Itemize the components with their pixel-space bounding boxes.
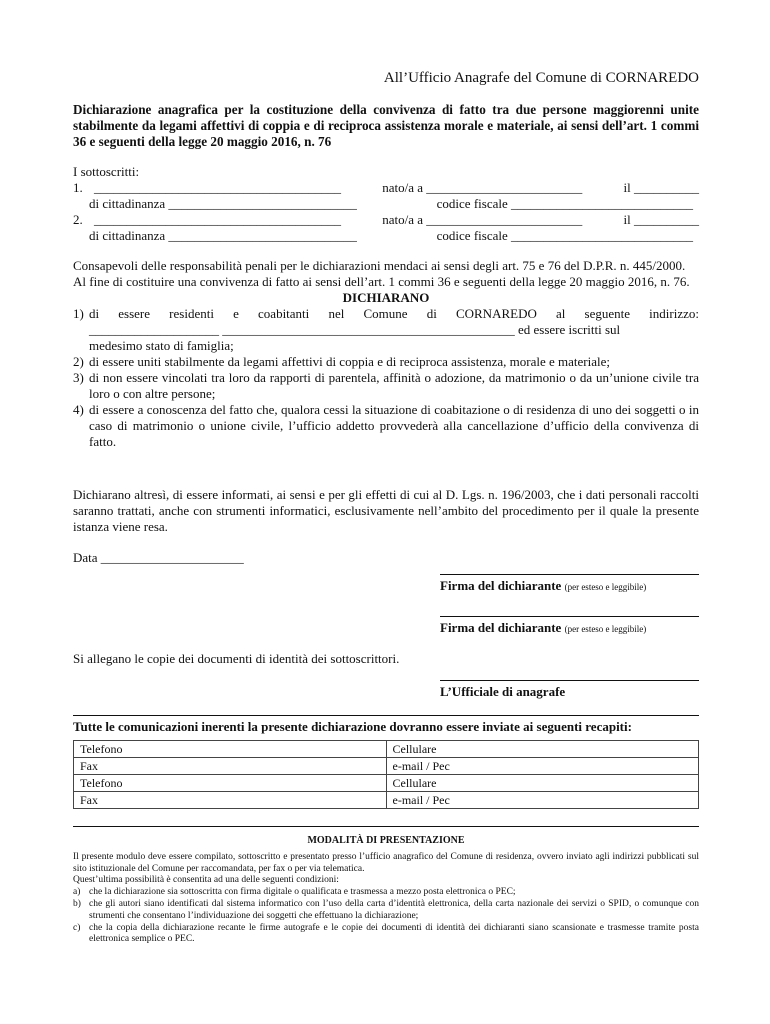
- signatories-label: I sottoscritti:: [73, 164, 140, 179]
- date-label: il: [623, 212, 631, 227]
- date-label: il: [623, 180, 631, 195]
- recipient-header: All’Ufficio Anagrafe del Comune di CORNAREDO: [383, 70, 699, 86]
- premise-section: [73, 258, 699, 450]
- email-cell[interactable]: e-mail / Pec: [386, 792, 699, 809]
- condition-text: che gli autori siano identificati dal sistema informatico con l’uso della carta d’identità elettronica, della carta nazionale dei servizi o SPID, o comunque con strumenti che consentano l’individuazione dei soggetti che effettuano la dichiarazione;: [89, 898, 699, 921]
- submission-intro: Il presente modulo deve essere compilato, sottoscritto e presentato presso l’ufficio anagrafico del Comune di residenza, ovvero inviato agli indirizzi pubblicati sul sito istituzionale del Comune per raccomandata, per fax o per via telematica.: [73, 851, 699, 874]
- table-row: [74, 775, 699, 792]
- officer-label: L’Ufficiale di anagrafe: [440, 684, 566, 699]
- officer-signature-block: [440, 680, 699, 700]
- birthdate-field[interactable]: __________: [634, 180, 699, 195]
- condition-text: che la copia della dichiarazione recante le firme autografe e le copie dei documenti di identità dei dichiaranti siano scansionate e trasmesse tramite posta elettronica semplice o PEC.: [89, 922, 699, 945]
- signature-block-1: [440, 574, 699, 594]
- phone-cell[interactable]: Telefono: [74, 775, 387, 792]
- signature-label: Firma del dichiarante: [440, 578, 562, 593]
- condition-item: [73, 899, 699, 923]
- item-number: 1): [73, 306, 84, 321]
- privacy-statement: Dichiarano altresì, di essere informati, ai sensi e per gli effetti di cui al D. Lgs. n. 196/2003, che i dati personali raccolti saranno trattati, anche con strumenti informatici, esclusivamente nell’ambito del procedimento per il quale la presente istanza viene resa.: [73, 487, 699, 534]
- date-line: [73, 550, 699, 566]
- item-text: di essere a conoscenza del fatto che, qualora cessi la situazione di coabitazione o di residenza di uno dei soggetti o in caso di matrimonio o unione civile, l’ufficio addetto provvederà alla cancellazione d’ufficio della convivenza di fatto.: [89, 402, 699, 449]
- table-row: [74, 758, 699, 775]
- email-cell[interactable]: e-mail / Pec: [386, 758, 699, 775]
- birthplace-field[interactable]: ________________________: [426, 212, 583, 227]
- person-name-field[interactable]: ______________________________________: [94, 180, 341, 195]
- person-number: 1.: [73, 180, 83, 195]
- condition-letter: a): [73, 887, 81, 898]
- submission-title: MODALITÀ DI PRESENTAZIONE: [307, 835, 465, 846]
- item-text: di essere residenti e coabitanti nel Comune di CORNAREDO al seguente indirizzo:: [89, 306, 699, 321]
- signature-block-2: [440, 616, 699, 636]
- phone-cell[interactable]: Telefono: [74, 741, 387, 758]
- person-2-line-2: [73, 228, 699, 244]
- citizenship-field[interactable]: _____________________________: [168, 196, 357, 211]
- declare-heading: DICHIARANO: [342, 290, 430, 305]
- citizenship-label: di cittadinanza: [89, 228, 166, 243]
- responsibility-statement: Consapevoli delle responsabilità penali per le dichiarazioni mendaci ai sensi degli art. 75 e 76 del D.P.R. n. 445/2000.: [73, 258, 686, 273]
- submission-section: [73, 835, 699, 946]
- citizenship-label: di cittadinanza: [89, 196, 166, 211]
- fax-cell[interactable]: Fax: [74, 758, 387, 775]
- condition-text: che la dichiarazione sia sottoscritta con firma digitale o qualificata e trasmessa a mezzo posta elettronica o PEC;: [89, 887, 516, 898]
- declaration-item-1: [73, 306, 699, 354]
- document-title: Dichiarazione anagrafica per la costituzione della convivenza di fatto tra due persone maggiorenni unite stabilmente da legami affettivi di coppia e di reciproca assistenza morale e materiale, ai sensi dell’art. 1 commi 36 e seguenti della legge 20 maggio 2016, n. 76: [73, 102, 699, 149]
- signature-note: (per esteso e leggibile): [564, 624, 647, 634]
- section-divider: [73, 826, 699, 827]
- item-number: 3): [73, 370, 84, 385]
- mobile-cell[interactable]: Cellulare: [386, 775, 699, 792]
- item-number: 2): [73, 354, 84, 369]
- tax-code-field[interactable]: ____________________________: [511, 228, 693, 243]
- item-text: medesimo stato di famiglia;: [89, 338, 234, 353]
- person-name-field[interactable]: ______________________________________: [94, 212, 341, 227]
- section-divider: [73, 715, 699, 716]
- signature-line[interactable]: [440, 616, 699, 617]
- born-in-label: nato/a a: [382, 212, 424, 227]
- declaration-item-4: [73, 402, 699, 450]
- date-field[interactable]: ______________________: [100, 550, 244, 565]
- declaration-item-3: [73, 370, 699, 402]
- mobile-cell[interactable]: Cellulare: [386, 741, 699, 758]
- signature-line[interactable]: [440, 574, 699, 575]
- birthdate-field[interactable]: __________: [634, 212, 699, 227]
- signature-label: Firma del dichiarante: [440, 620, 562, 635]
- conditions-intro: Quest’ultima possibilità è consentita ad una delle seguenti condizioni:: [73, 875, 339, 886]
- born-in-label: nato/a a: [382, 180, 424, 195]
- person-1-line-2: [73, 196, 699, 212]
- item-number: 4): [73, 402, 84, 417]
- condition-letter: c): [73, 922, 81, 933]
- contacts-table: [73, 740, 699, 809]
- date-label: Data: [73, 550, 98, 565]
- signature-line[interactable]: [440, 680, 699, 681]
- item-text: di essere uniti stabilmente da legami affettivi di coppia e di reciproca assistenza, morale e materiale;: [89, 354, 610, 369]
- citizenship-field[interactable]: _____________________________: [168, 228, 357, 243]
- condition-item: [73, 923, 699, 947]
- declaration-item-2: [73, 354, 699, 370]
- person-2-line-1: [73, 212, 699, 228]
- tax-code-label: codice fiscale: [436, 196, 508, 211]
- fax-cell[interactable]: Fax: [74, 792, 387, 809]
- purpose-statement: Al fine di costituire una convivenza di fatto ai sensi dell’art. 1 commi 36 e seguenti della legge 20 maggio 2016, n. 76.: [73, 274, 690, 289]
- item-text: di non essere vincolati tra loro da rapporti di parentela, affinità o adozione, da matrimonio o da un’unione civile tra loro o con altre persone;: [89, 370, 699, 401]
- person-number: 2.: [73, 212, 83, 227]
- attachments-note: Si allegano le copie dei documenti di identità dei sottoscrittori.: [73, 651, 400, 666]
- signature-note: (per esteso e leggibile): [564, 582, 647, 592]
- tax-code-label: codice fiscale: [436, 228, 508, 243]
- address-field[interactable]: ____________________ _____________________________________________ ed essere iscritti sul: [89, 322, 621, 337]
- person-1-line-1: [73, 180, 699, 196]
- birthplace-field[interactable]: ________________________: [426, 180, 583, 195]
- signatories-section: [73, 164, 699, 244]
- table-row: [74, 792, 699, 809]
- condition-letter: b): [73, 898, 81, 909]
- tax-code-field[interactable]: ____________________________: [511, 196, 693, 211]
- communications-heading: Tutte le comunicazioni inerenti la presente dichiarazione dovranno essere inviate ai seguenti recapiti:: [73, 719, 632, 734]
- table-row: [74, 741, 699, 758]
- condition-item: [73, 887, 699, 899]
